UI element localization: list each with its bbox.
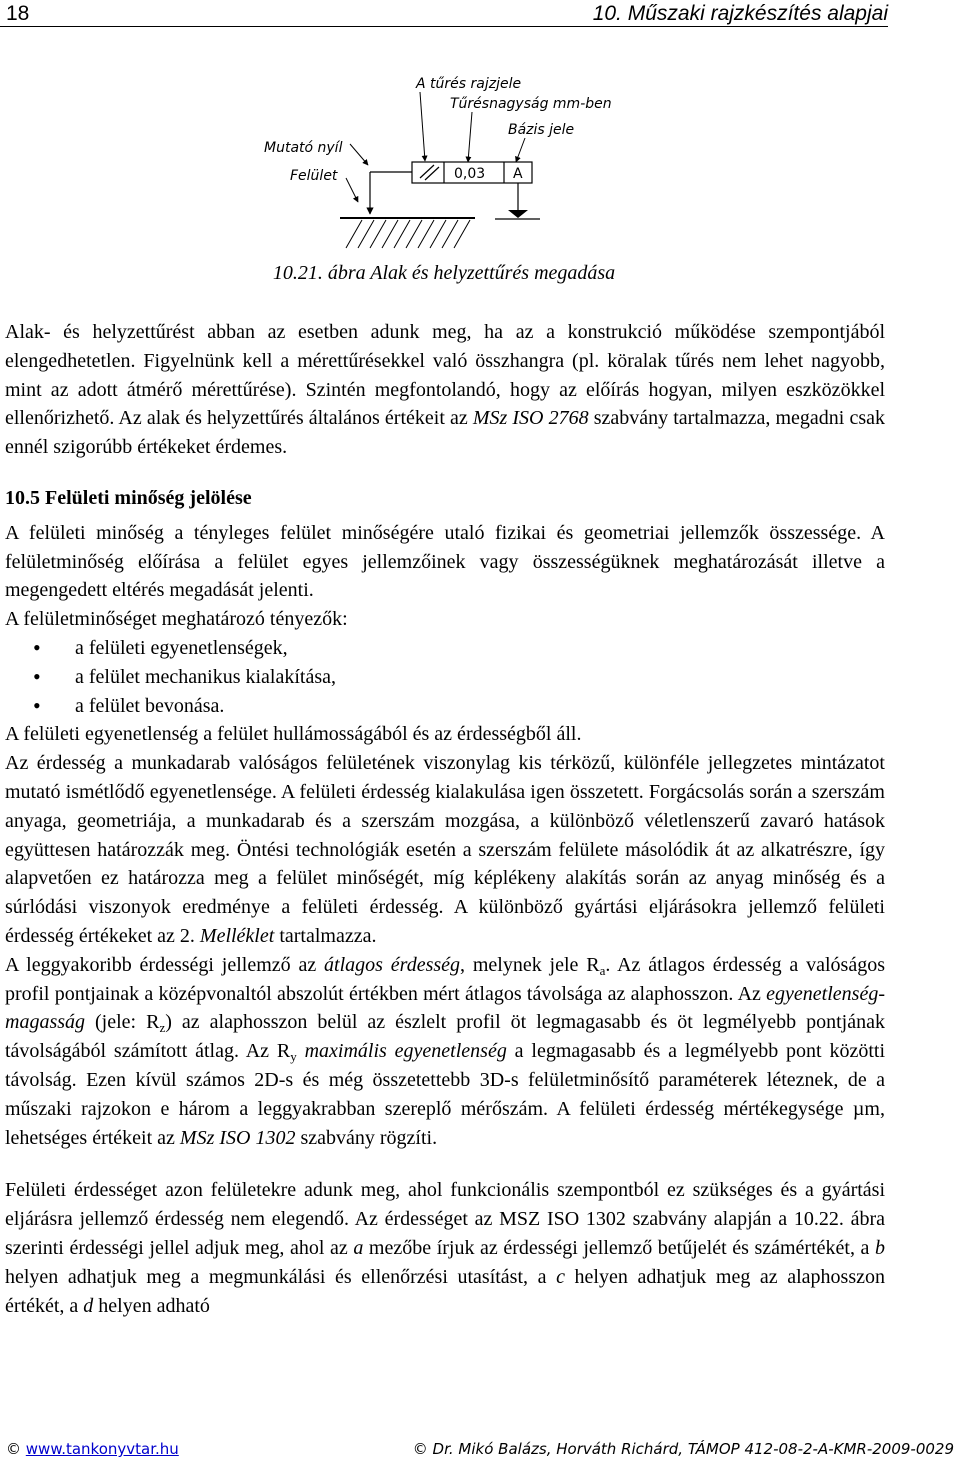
footer-copyright: © Dr. Mikó Balázs, Horváth Richárd, TÁMOP 412-08-2-A-KMR-2009-0029 xyxy=(412,1440,954,1458)
list-item: • a felület bevonása. xyxy=(5,692,885,721)
page-footer xyxy=(0,1432,960,1462)
tolerance-figure xyxy=(250,62,670,262)
paragraph-roughness-spec: Felületi érdességet azon felületekre adunk meg, ahol funkcionális szempontból ez szükséges és a gyártási eljárásra jellemző érdesség nem elegendő. Az érdességet az MSZ ISO 1302 szabvány alapján a 10.22. ábra szerinti érdességi jellel adjuk meg, ahol az a mezőbe írjuk az érdességi jellemző betűjelét és számértékét, a b helyen adhatjuk meg a megmunkálási és ellenőrzési utasítást, a c helyen adhatjuk meg az alaphosszon értékét, a d helyen adható xyxy=(5,1179,885,1317)
tolerance-symbol-label: A tűrés rajzjele xyxy=(416,76,522,92)
datum-leader-line xyxy=(516,138,525,162)
surface-leader-line xyxy=(346,178,358,202)
footer-left xyxy=(6,1440,179,1458)
symbol-leader-line xyxy=(420,92,425,161)
main-text xyxy=(5,318,885,1320)
datum-letter: A xyxy=(513,166,523,182)
paragraph-unevenness: A felületi egyenetlenség a felület hullámosságából és az érdességből áll. xyxy=(5,723,582,746)
arrow-label-leader-line xyxy=(350,144,368,165)
paragraph-roughness: Az érdesség a munkadarab valóságos felületének viszonylag kis térközű, különféle jellegzetes mintázatot mutató ismétlődő egyenetlensége. A felületi érdesség kialakulása igen összetett. Forgácsolás során a szerszám anyaga, geometriája, a munkadarab és a szerszám mozgása, a különböző véletlenszerű zavaró hatások együttesen határozzák meg. Öntési technológiák esetén a szerszám felülete másolódik át az alkatrészre, így alapvetően ez határozza meg a felület minőségét, míg képlékeny alakítás során az anyag minőség és a súrlódási viszonyok eredménye a felületi érdesség. A különböző gyártási eljárásokra jellemző felületi érdesség értékeket az 2. Melléklet tartalmazza. xyxy=(5,752,885,947)
datum-label: Bázis jele xyxy=(508,122,575,138)
section-heading: 10.5 Felületi minőség jelölése xyxy=(5,486,252,509)
tolerance-value: 0,03 xyxy=(454,166,486,182)
page-number: 18 xyxy=(6,2,30,25)
figure-caption: 10.21. ábra Alak és helyzettűrés megadása xyxy=(272,262,616,284)
tolerance-value-label: Tűrésnagyság mm-ben xyxy=(450,96,612,112)
surface-hatching xyxy=(346,220,470,248)
arrow-label: Mutató nyíl xyxy=(264,140,343,156)
copyright-icon: © xyxy=(6,1440,21,1458)
paragraph-factors: A felületminőséget meghatározó tényezők: xyxy=(5,608,348,631)
value-leader-line xyxy=(468,112,472,162)
tolerance-diagram xyxy=(250,62,670,262)
paragraph-surface-quality: A felületi minőség a tényleges felület minőségére utaló fizikai és geometriai jellemzők összessége. A felületminőség előírása a felület egyes jellemzőinek vagy összességüknek meghatározását illetve a megengedett eltérés megadását jelenti. xyxy=(5,521,885,602)
list-item: • a felületi egyenetlenségek, xyxy=(5,634,885,663)
factor-list xyxy=(5,634,885,720)
page-header xyxy=(0,0,888,27)
datum-triangle-icon xyxy=(508,210,528,218)
chapter-title: 10. Műszaki rajzkészítés alapjai xyxy=(592,2,888,25)
paragraph-tolerance: Alak- és helyzettűrést abban az esetben adunk meg, ha az a konstrukció működése szempontjából elengedhetetlen. Figyelnünk kell a mérettűrésekkel való összhangra (pl. köralak tűrés nem lehet nagyobb, mint az adott átmérő mérettűrése). Szintén megfontolandó, hogy az előírás hogyan, milyen eszközökkel ellenőrizhető. Az alak és helyzettűrés általános értékeit az MSz ISO 2768 szabvány tartalmazza, megadni csak ennél szigorúbb értékeket érdemes. xyxy=(5,321,885,459)
website-link[interactable]: www.tankonyvtar.hu xyxy=(25,1440,179,1458)
surface-label: Felület xyxy=(290,168,338,184)
paragraph-roughness-params: A leggyakoribb érdességi jellemző az átlagos érdesség, melynek jele $R_a$. Az átlagos érdesség a valóságos profil pontjainak a középvonaltól abszolút értékben mért átlagos távolsága az alaphosszon. Az egyenetlenség-magasság (jele: $R_z$) az alaphosszon belül az észlelt profil öt legmagasabb és öt legmélyebb pontjának távolságából számított átlag. Az $R_y$ maximális egyenetlenség a legmagasabb és a legmélyebb pont közötti távolság. Ezen kívül számos 2D-s és még összetettebb 3D-s felületminősítő paraméterek léteznek, de a műszaki rajzokon e három a leggyakrabban szereplő mérőszám. A felületi érdesség mértékegysége µm, lehetséges értékeit az MSz ISO 1302 szabvány rögzíti. xyxy=(5,953,886,1149)
list-item: • a felület mechanikus kialakítása, xyxy=(5,663,885,692)
